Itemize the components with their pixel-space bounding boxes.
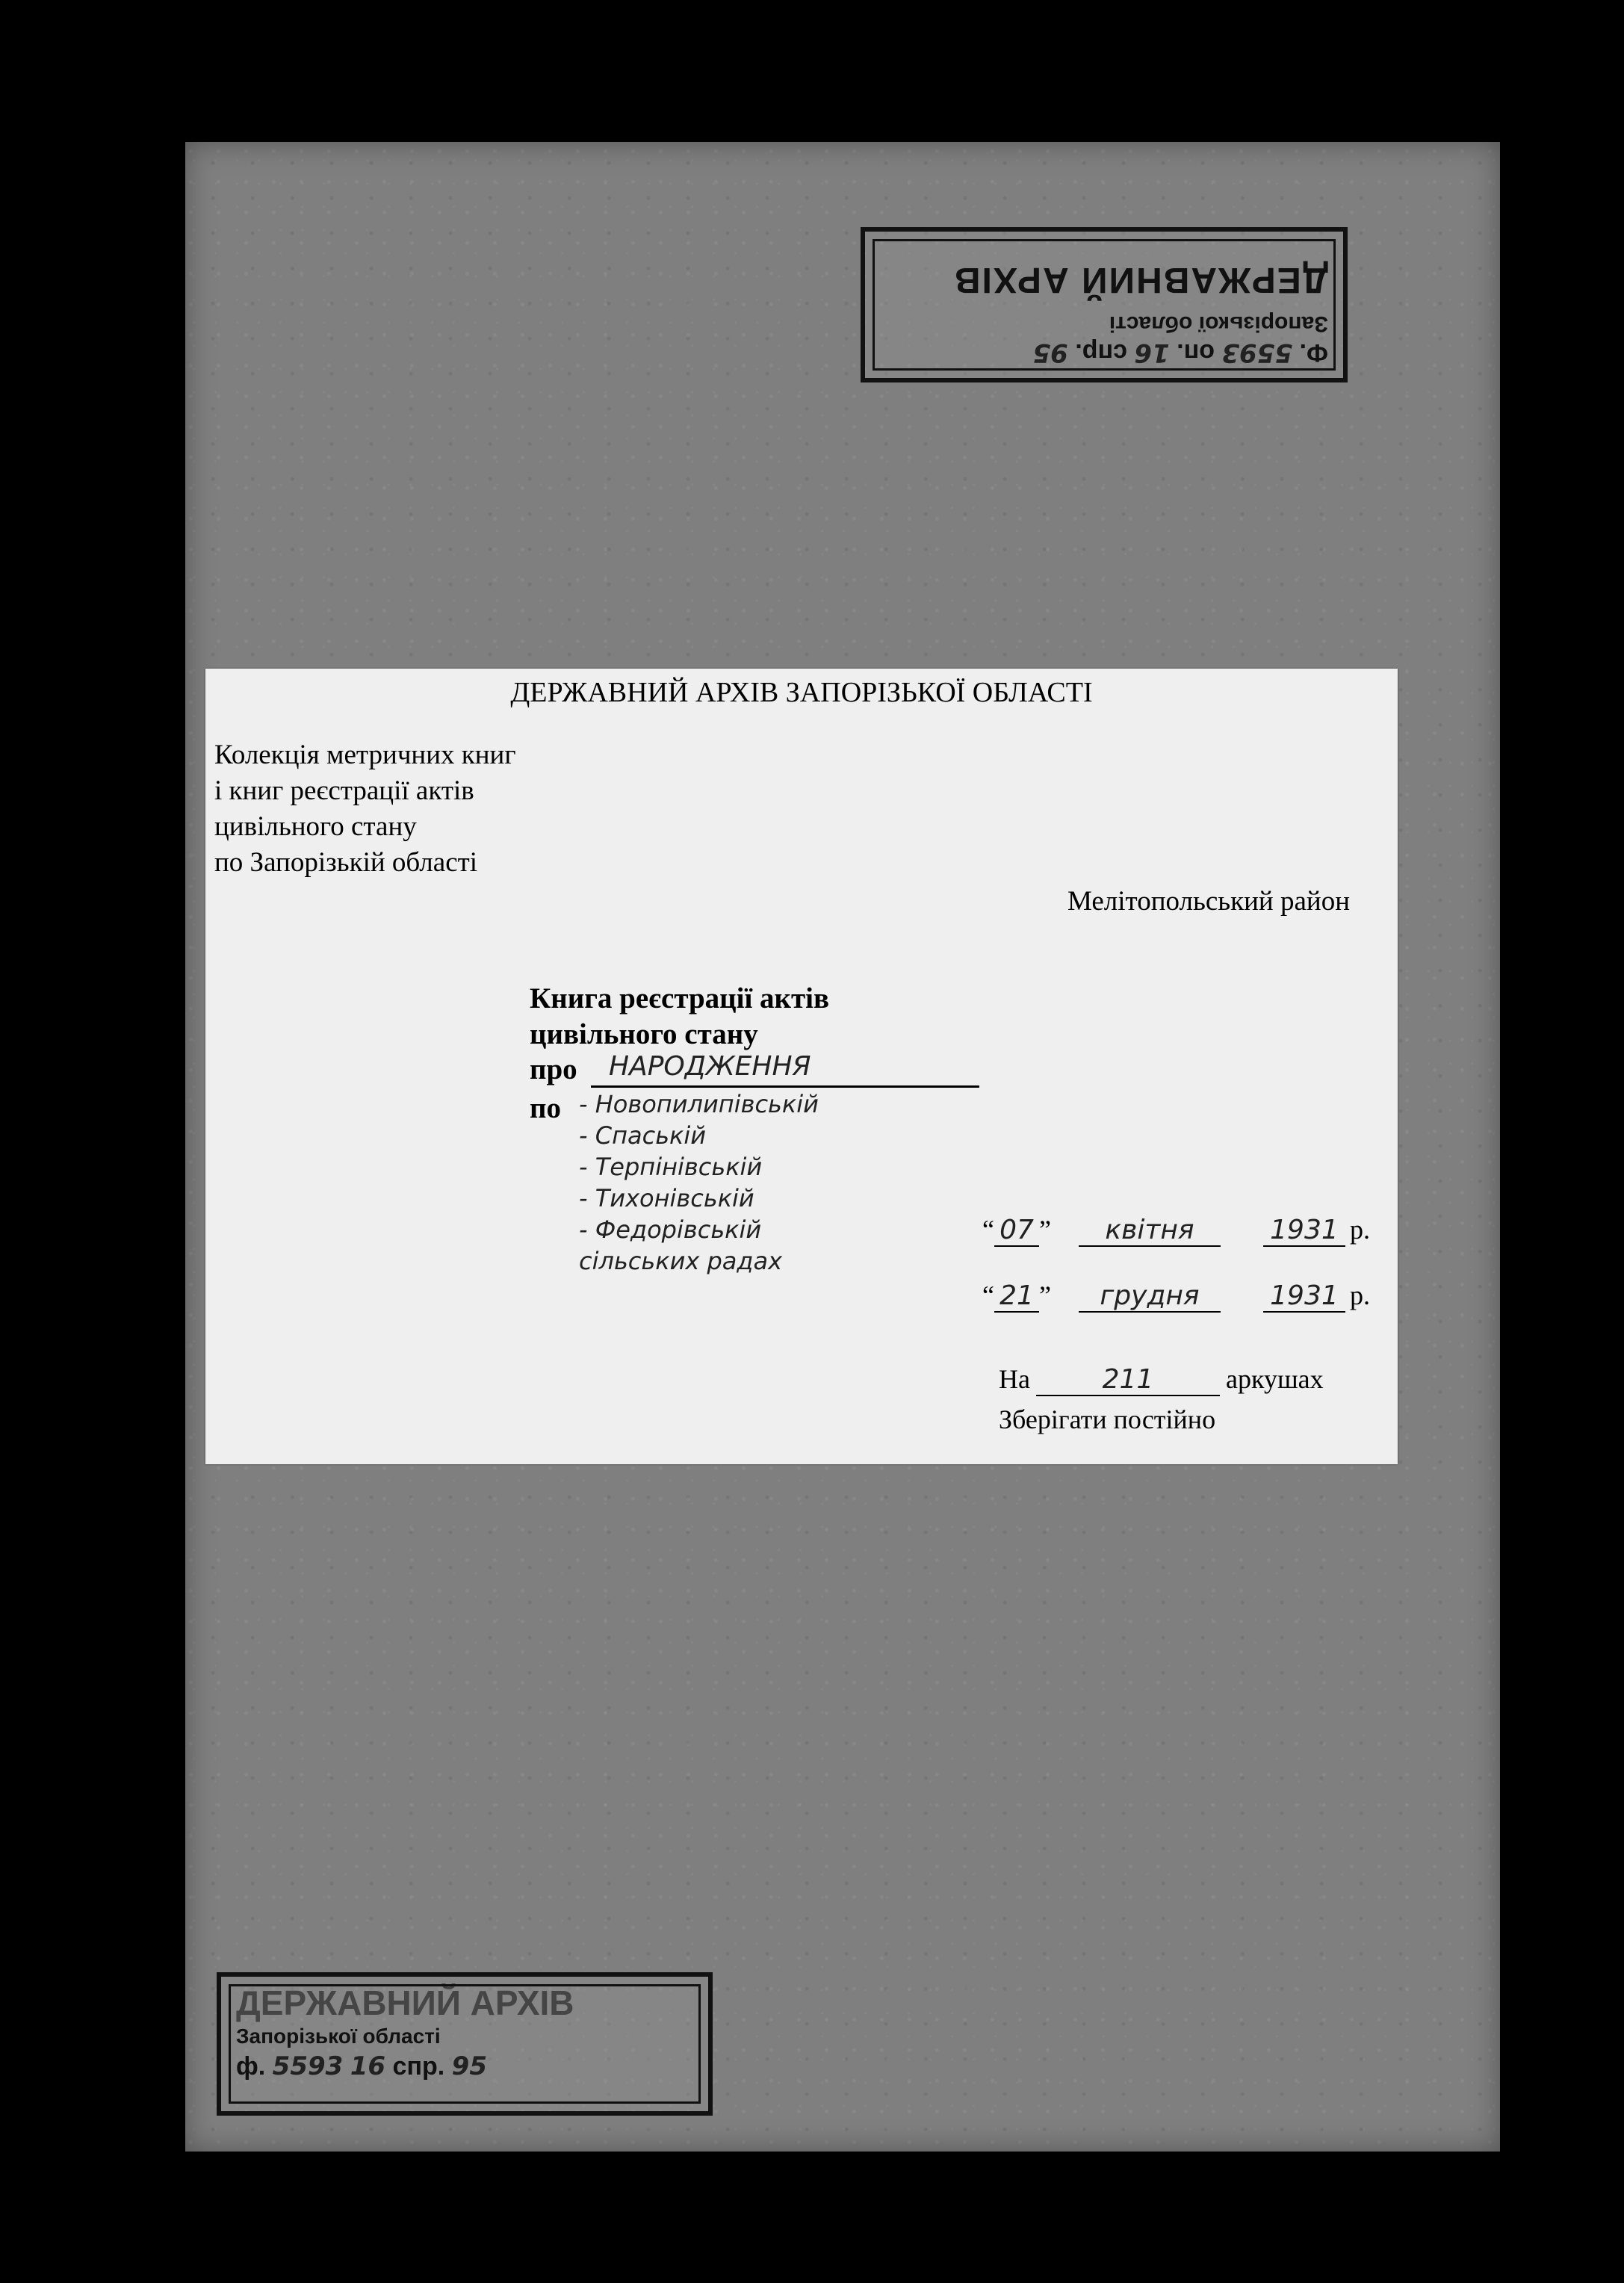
stamp-sprava-number: 95 bbox=[1032, 338, 1068, 368]
collection-line: по Запорізькій області bbox=[214, 847, 478, 878]
collection-line: Колекція метричних книг bbox=[214, 740, 516, 770]
collection-line: цивільного стану bbox=[214, 811, 417, 842]
stamp-opys-number: 16 bbox=[1134, 338, 1170, 368]
stamp-fond-prefix: Ф. bbox=[1299, 338, 1328, 367]
start-year-suffix: р. bbox=[1349, 1215, 1370, 1245]
council-item: - Спаській bbox=[579, 1121, 707, 1150]
archive-stamp-top bbox=[861, 227, 1348, 382]
council-item: - Новопилипівській bbox=[579, 1090, 819, 1118]
start-date: “ 07 ” квітня 1931 р. bbox=[982, 1215, 1370, 1245]
book-title-line: Книга реєстрації актів bbox=[530, 982, 830, 1015]
end-month: грудня bbox=[1079, 1280, 1221, 1313]
stamp-fond-number: 5593 bbox=[1221, 338, 1293, 368]
stamp-title: ДЕРЖАВНИЙ АРХІВ bbox=[236, 1983, 574, 2022]
stamp-region: Запорізької області bbox=[1109, 312, 1328, 336]
stamp-title: ДЕРЖАВНИЙ АРХІВ bbox=[952, 260, 1328, 300]
council-item: - Терпінівській bbox=[579, 1153, 763, 1181]
cover-label bbox=[205, 669, 1398, 1464]
start-day: 07 bbox=[994, 1215, 1039, 1247]
end-year-suffix: р. bbox=[1349, 1280, 1370, 1310]
stamp-fond-prefix: ф. bbox=[236, 2052, 266, 2081]
council-item: сільських радах bbox=[579, 1247, 783, 1275]
end-day: 21 bbox=[994, 1280, 1039, 1313]
stamp-opys-prefix: оп. bbox=[1177, 338, 1215, 367]
stamp-reference bbox=[236, 2051, 487, 2081]
pro-label: про bbox=[530, 1053, 577, 1085]
district-name: Мелітопольський район bbox=[1067, 886, 1350, 917]
sheets-count-row bbox=[999, 1363, 1324, 1396]
collection-block bbox=[214, 737, 516, 881]
archive-title: ДЕРЖАВНИЙ АРХІВ ЗАПОРІЗЬКОЇ ОБЛАСТІ bbox=[510, 677, 1093, 708]
stamp-sprava-prefix: спр. bbox=[392, 2052, 445, 2081]
stamp-fond-number: 5593 bbox=[272, 2051, 344, 2081]
council-item: - Федорівській bbox=[579, 1215, 762, 1244]
end-year: 1931 bbox=[1263, 1280, 1345, 1313]
stamp-opys-number: 16 bbox=[350, 2051, 386, 2081]
end-date: “ 21 ” грудня 1931 р. bbox=[982, 1280, 1370, 1311]
stamp-reference bbox=[1033, 338, 1328, 368]
village-councils-list bbox=[579, 1088, 819, 1277]
retention-note: Зберігати постійно bbox=[999, 1404, 1216, 1434]
archive-stamp-bottom bbox=[217, 1972, 713, 2116]
sheets-suffix: аркушах bbox=[1225, 1364, 1324, 1394]
stamp-sprava-prefix: спр. bbox=[1075, 338, 1127, 367]
stamp-sprava-number: 95 bbox=[451, 2051, 487, 2081]
po-label: по bbox=[530, 1092, 561, 1124]
book-title-line: цивільного стану bbox=[530, 1018, 758, 1050]
council-item: - Тихонівській bbox=[579, 1184, 754, 1212]
collection-line: і книг реєстрації актів bbox=[214, 775, 474, 806]
stamp-region: Запорізької області bbox=[236, 2025, 441, 2048]
pro-handwritten-value: НАРОДЖЕННЯ bbox=[609, 1051, 811, 1082]
sheets-count: 211 bbox=[1036, 1364, 1220, 1396]
book-title bbox=[530, 981, 829, 1053]
start-month: квітня bbox=[1079, 1215, 1221, 1247]
sheets-prefix: На bbox=[999, 1364, 1030, 1394]
start-year: 1931 bbox=[1263, 1215, 1345, 1247]
pro-underline bbox=[591, 1085, 979, 1088]
